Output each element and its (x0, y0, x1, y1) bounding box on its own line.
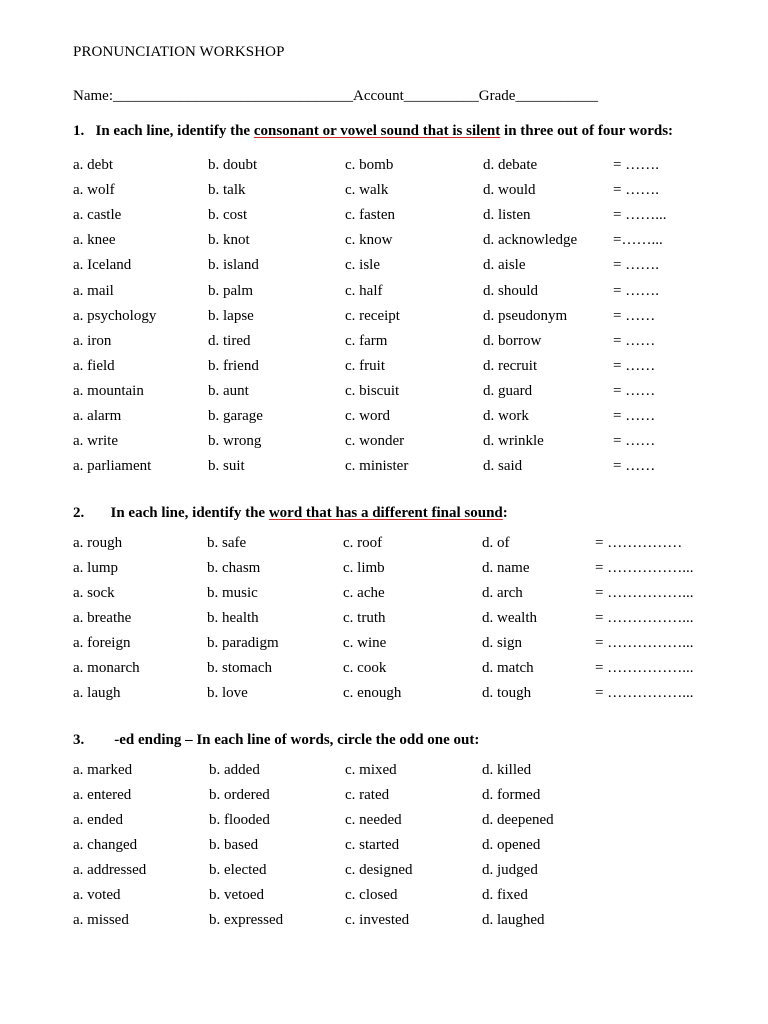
list-item (0, 283, 768, 303)
student-info-line: Name:________________________________Account__________Grade___________ (73, 88, 598, 104)
option-c: c. biscuit (345, 382, 400, 399)
option-b: b. health (207, 610, 259, 626)
option-d: d. deepened (482, 812, 554, 828)
option-d: d. laughed (482, 912, 545, 928)
option-b: b. music (207, 585, 258, 601)
answer-blank: = ……. (613, 157, 659, 173)
option-b: b. garage (208, 408, 263, 424)
option-d: d. pseudonym (483, 307, 568, 324)
list-item (0, 560, 768, 580)
option-b: b. ordered (209, 787, 270, 803)
option-c: c. closed (345, 887, 398, 903)
list-item (0, 862, 768, 882)
option-a: a. monarch (73, 660, 140, 676)
list-item (0, 837, 768, 857)
option-d: d. listen (483, 207, 531, 224)
option-c: c. isle (345, 257, 380, 274)
answer-blank: = …… (613, 458, 656, 475)
option-a: a. write (73, 433, 118, 450)
option-b: b. aunt (208, 382, 249, 399)
option-a: a. castle (73, 207, 122, 224)
list-item (0, 358, 768, 378)
list-item (0, 812, 768, 832)
option-c: c. know (345, 232, 393, 249)
option-b: b. love (207, 685, 248, 701)
list-item (0, 535, 768, 555)
answer-blank: = …… (613, 307, 656, 324)
option-a: a. foreign (73, 635, 131, 651)
option-d: d. aisle (483, 257, 526, 274)
option-a: a. parliament (73, 458, 152, 475)
option-a: a. iron (73, 332, 112, 349)
option-c: c. receipt (345, 307, 400, 324)
option-a: a. sock (73, 585, 115, 601)
answer-blank: = ……. (613, 257, 659, 274)
answer-blank: =……... (613, 232, 663, 249)
list-item (0, 610, 768, 630)
option-a: a. marked (73, 762, 133, 778)
list-item (0, 635, 768, 655)
list-item (0, 912, 768, 932)
option-b: b. chasm (207, 560, 261, 576)
answer-blank: = ……………... (595, 660, 694, 676)
answer-blank: = ……. (613, 182, 659, 199)
option-a: a. mail (73, 282, 114, 299)
page-title: PRONUNCIATION WORKSHOP (73, 44, 285, 60)
option-c: c. fasten (345, 207, 395, 224)
option-d: d. debate (483, 157, 538, 173)
option-a: a. debt (73, 157, 113, 173)
option-b: b. expressed (209, 912, 284, 928)
option-a: a. wolf (73, 182, 115, 199)
section-2-heading-prefix: 2. In each line, identify the (73, 505, 269, 521)
list-item (0, 232, 768, 252)
option-c: c. mixed (345, 762, 397, 778)
list-item (0, 257, 768, 277)
option-b: b. doubt (208, 157, 258, 173)
option-d: d. opened (482, 837, 541, 853)
list-item (0, 333, 768, 353)
list-item (0, 182, 768, 202)
answer-blank: = …………… (595, 535, 683, 551)
option-a: a. laugh (73, 685, 121, 701)
option-a: a. rough (73, 535, 123, 551)
option-b: b. flooded (209, 812, 270, 828)
option-d: d. arch (482, 585, 523, 601)
option-c: c. designed (345, 862, 413, 878)
option-b: b. island (208, 257, 259, 274)
option-d: d. acknowledge (483, 232, 578, 249)
option-d: d. borrow (483, 332, 542, 349)
option-b: b. wrong (208, 433, 262, 450)
option-b: b. safe (207, 535, 247, 551)
option-a: a. changed (73, 837, 138, 853)
option-d: d. said (483, 458, 523, 475)
section-3-heading-text: 3. -ed ending – In each line of words, circle the odd one out: (73, 732, 480, 748)
answer-blank: = ……. (613, 282, 659, 299)
option-d: d. killed (482, 762, 532, 778)
list-item (0, 458, 768, 478)
option-a: a. voted (73, 887, 121, 903)
option-c: c. minister (345, 458, 409, 475)
option-b: b. paradigm (207, 635, 279, 651)
option-d: d. wealth (482, 610, 537, 626)
option-c: c. rated (345, 787, 390, 803)
answer-blank: = ……………... (595, 560, 694, 576)
answer-blank: = …… (613, 357, 656, 374)
answer-blank: = …… (613, 332, 656, 349)
option-a: a. knee (73, 232, 116, 249)
option-b: b. based (209, 837, 259, 853)
option-b: b. cost (208, 207, 248, 224)
answer-blank: = ……………... (595, 585, 694, 601)
option-c: c. ache (343, 585, 385, 601)
section-3-heading (73, 732, 479, 749)
list-item (0, 408, 768, 428)
list-item (0, 433, 768, 453)
option-c: c. word (345, 408, 390, 424)
option-a: a. lump (73, 560, 118, 576)
option-b: b. stomach (207, 660, 272, 676)
option-d: d. fixed (482, 887, 528, 903)
list-item (0, 308, 768, 328)
option-a: a. ended (73, 812, 123, 828)
option-a: a. field (73, 357, 115, 374)
section-2-heading-key-phrase: word that has a different final sound (268, 505, 503, 521)
option-c: c. limb (343, 560, 385, 576)
option-a: a. mountain (73, 382, 144, 399)
option-d: d. sign (482, 635, 523, 651)
answer-blank: = …… (613, 382, 656, 399)
option-c: c. wine (343, 635, 387, 651)
list-item (0, 685, 768, 705)
answer-blank: = ……... (613, 207, 667, 224)
option-d: d. wrinkle (483, 433, 544, 450)
option-c: c. half (345, 282, 383, 299)
option-a: a. entered (73, 787, 132, 803)
option-d: d. recruit (483, 357, 538, 374)
option-b: b. lapse (208, 307, 254, 324)
option-b: d. tired (208, 332, 251, 349)
option-b: b. talk (208, 182, 246, 199)
option-d: d. work (483, 408, 529, 424)
list-item (0, 383, 768, 403)
section-1-heading-suffix: in three out of four words: (500, 123, 674, 139)
answer-blank: = …… (613, 408, 656, 424)
option-b: b. suit (208, 458, 245, 475)
answer-blank: = …… (613, 433, 656, 450)
option-a: a. Iceland (73, 257, 132, 274)
option-d: d. match (482, 660, 534, 676)
list-item (0, 585, 768, 605)
option-a: a. alarm (73, 408, 122, 424)
section-2-heading-suffix: : (502, 505, 508, 521)
list-item (0, 207, 768, 227)
option-d: d. guard (483, 382, 533, 399)
option-d: d. name (482, 560, 530, 576)
option-b: b. palm (208, 282, 253, 299)
option-c: c. invested (345, 912, 410, 928)
option-c: c. fruit (345, 357, 385, 374)
option-b: b. added (209, 762, 260, 778)
section-1-heading (73, 123, 673, 140)
list-item (0, 157, 768, 177)
option-a: a. addressed (73, 862, 147, 878)
option-c: c. walk (345, 182, 389, 199)
section-1-heading-key-phrase: consonant or vowel sound that is silent (253, 123, 501, 139)
option-c: c. bomb (345, 157, 394, 173)
option-b: b. knot (208, 232, 250, 249)
list-item (0, 660, 768, 680)
list-item (0, 887, 768, 907)
option-c: c. enough (343, 685, 402, 701)
section-1-heading-prefix: 1. In each line, identify the (73, 123, 254, 139)
option-b: b. friend (208, 357, 259, 374)
option-d: d. judged (482, 862, 538, 878)
option-c: c. needed (345, 812, 402, 828)
option-a: a. breathe (73, 610, 132, 626)
list-item (0, 762, 768, 782)
option-d: d. formed (482, 787, 541, 803)
answer-blank: = ……………... (595, 685, 694, 701)
option-d: d. should (483, 282, 539, 299)
option-c: c. started (345, 837, 400, 853)
section-2-heading (73, 505, 508, 522)
answer-blank: = ……………... (595, 610, 694, 626)
option-c: c. truth (343, 610, 386, 626)
option-d: d. would (483, 182, 536, 199)
option-c: c. farm (345, 332, 388, 349)
option-c: c. wonder (345, 433, 405, 450)
option-d: d. of (482, 535, 510, 551)
option-c: c. roof (343, 535, 383, 551)
list-item (0, 787, 768, 807)
answer-blank: = ……………... (595, 635, 694, 651)
option-d: d. tough (482, 685, 532, 701)
option-b: b. vetoed (209, 887, 264, 903)
option-b: b. elected (209, 862, 267, 878)
option-a: a. psychology (73, 307, 157, 324)
option-c: c. cook (343, 660, 387, 676)
option-a: a. missed (73, 912, 129, 928)
